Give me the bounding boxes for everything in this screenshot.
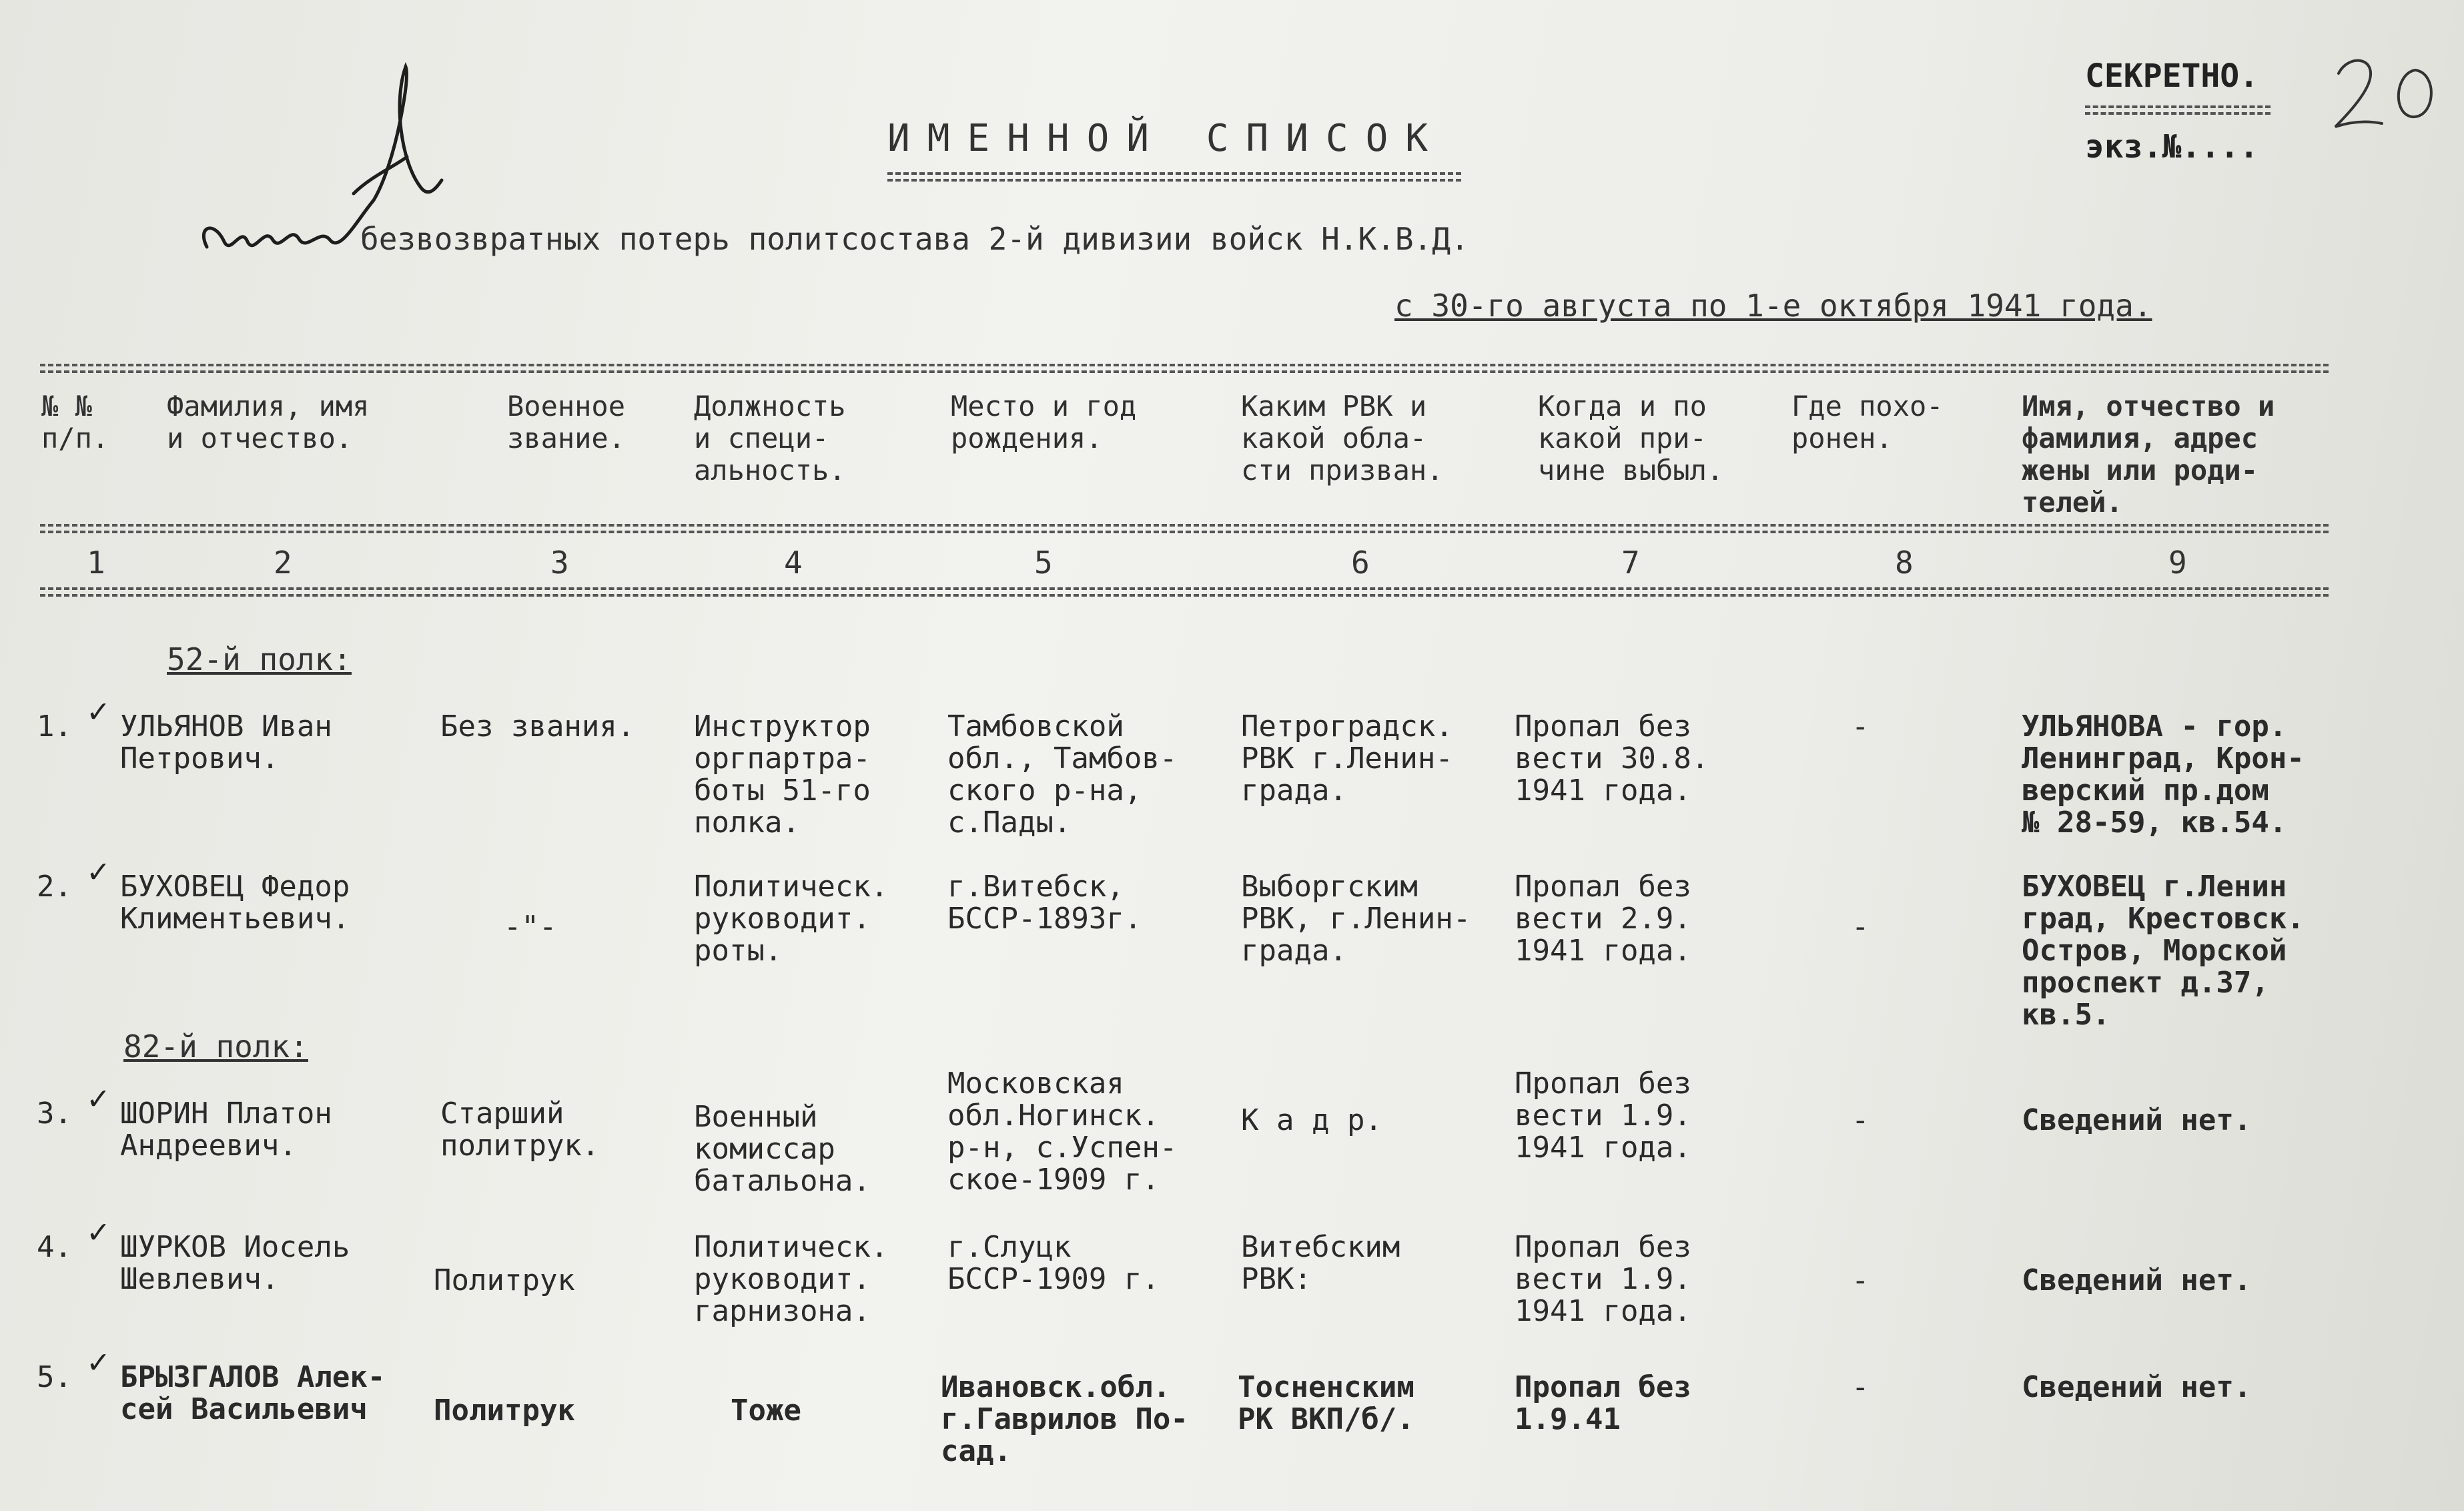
col-number: 9 [2168,545,2187,581]
secret-stamp: СЕКРЕТНО. [2085,57,2259,95]
document-subtitle: безвозвратных потерь политсостава 2-й дивизии войск Н.К.В.Д. [360,221,1469,257]
col-number: 1 [87,545,105,581]
row-number: 5. [37,1360,72,1394]
section-label-82: 82-й полк: [123,1028,308,1065]
col-header-number: № № п/п. [41,390,109,455]
col-header-name: Фамилия, имя и отчество. [167,390,370,455]
secret-underline [2085,105,2271,115]
check-mark: ✓ [88,691,109,730]
check-mark: ✓ [88,1212,109,1251]
col-header-buried: Где похо- ронен. [1791,390,1944,455]
row-buried: - [1852,1370,1870,1404]
row-buried: - [1852,1103,1870,1137]
row-position: Инструктор оргпартра- боты 51-го полка. [694,709,871,840]
row-when: Пропал без вести 1.9. 1941 года. [1515,1230,1691,1328]
row-name: ШОРИН Платон Андреевич. [120,1097,332,1163]
row-relatives: Сведений нет. [2022,1370,2252,1404]
row-birth: г.Слуцк БССР-1909 г. [947,1230,1160,1296]
col-header-rank: Военное звание. [507,390,626,455]
row-when: Пропал без вести 1.9. 1941 года. [1515,1067,1691,1165]
row-number: 4. [37,1230,72,1264]
document-title: ИМЕННОЙ СПИСОК [887,117,1446,160]
copy-number: экз.№.... [2085,128,2259,166]
row-rank: Политрук [434,1263,575,1297]
row-number: 1. [37,709,72,743]
row-when: Пропал без вести 2.9. 1941 года. [1515,870,1691,968]
col-header-rvk: Каким РВК и какой обла- сти призван. [1241,390,1444,487]
row-name: УЛЬЯНОВ Иван Петрович. [120,709,332,776]
row-relatives: Сведений нет. [2022,1103,2252,1137]
check-mark: ✓ [88,852,109,890]
row-number: 3. [37,1097,72,1131]
section-label-52: 52-й полк: [167,641,352,677]
row-position: Военный комиссар батальона. [694,1100,871,1198]
row-buried: - [1852,910,1870,944]
col-number: 3 [550,545,569,581]
row-relatives: УЛЬЯНОВА - гор. Ленинград, Крон- верский пр.дом № 28-59, кв.54. [2022,709,2305,840]
row-rvk: Выборгским РВК, г.Ленин- града. [1241,870,1471,968]
row-birth: Ивановск.обл. г.Гаврилов По- сад. [941,1370,1188,1468]
row-relatives: БУХОВЕЦ г.Ленин град, Крестовск. Остров, Морской проспект д.37, кв.5. [2022,870,2305,1032]
row-relatives: Сведений нет. [2022,1263,2252,1297]
row-number: 2. [37,870,72,904]
row-position: Политическ. руководит. роты. [694,870,889,968]
col-number: 7 [1621,545,1640,581]
col-header-relatives: Имя, отчество и фамилия, адрес жены или роди- телей. [2022,390,2275,519]
row-rvk: Витебским РВК: [1241,1230,1400,1296]
row-name: ШУРКОВ Иосель Шевлевич. [120,1230,350,1296]
row-when: Пропал без 1.9.41 [1515,1370,1691,1436]
row-position: Тоже [731,1394,801,1428]
row-birth: Тамбовской обл., Тамбов- ского р-на, с.Пады. [947,709,1178,840]
row-name: БУХОВЕЦ Федор Климентьевич. [120,870,350,936]
handwritten-page-number [2329,47,2449,140]
row-name: БРЫЗГАЛОВ Алек- сей Васильевич [120,1360,386,1426]
col-number: 6 [1351,545,1370,581]
row-rank: Без звания. [440,709,635,743]
check-mark: ✓ [88,1079,109,1117]
document-period: с 30-го августа по 1-е октября 1941 года. [1394,288,2152,324]
check-mark: ✓ [88,1342,109,1381]
col-number: 4 [784,545,803,581]
header-mid-rule [40,524,2329,533]
col-header-position: Должность и специ- альность. [694,390,846,487]
row-rvk: Петроградск. РВК г.Ленин- града. [1241,709,1453,808]
row-rank: -"- [504,910,557,944]
row-buried: - [1852,709,1870,743]
row-rank: Старший политрук. [440,1097,600,1163]
row-birth: г.Витебск, БССР-1893г. [947,870,1142,936]
col-header-birth: Место и год рождения. [951,390,1137,455]
header-bottom-rule [40,587,2329,597]
col-header-when: Когда и по какой при- чине выбыл. [1538,390,1724,487]
col-number: 5 [1034,545,1053,581]
row-rank: Политрук [434,1394,575,1428]
col-number: 8 [1895,545,1914,581]
row-rvk: К а д р. [1241,1103,1382,1137]
row-when: Пропал без вести 30.8. 1941 года. [1515,709,1709,808]
row-rvk: Тосненским РК ВКП/б/. [1238,1370,1414,1436]
header-top-rule [40,364,2329,373]
row-position: Политическ. руководит. гарнизона. [694,1230,889,1328]
title-underline [887,172,1461,182]
col-number: 2 [274,545,292,581]
row-buried: - [1852,1263,1870,1297]
row-birth: Московская обл.Ногинск. р-н, с.Успен- ское-1909 г. [947,1067,1178,1197]
